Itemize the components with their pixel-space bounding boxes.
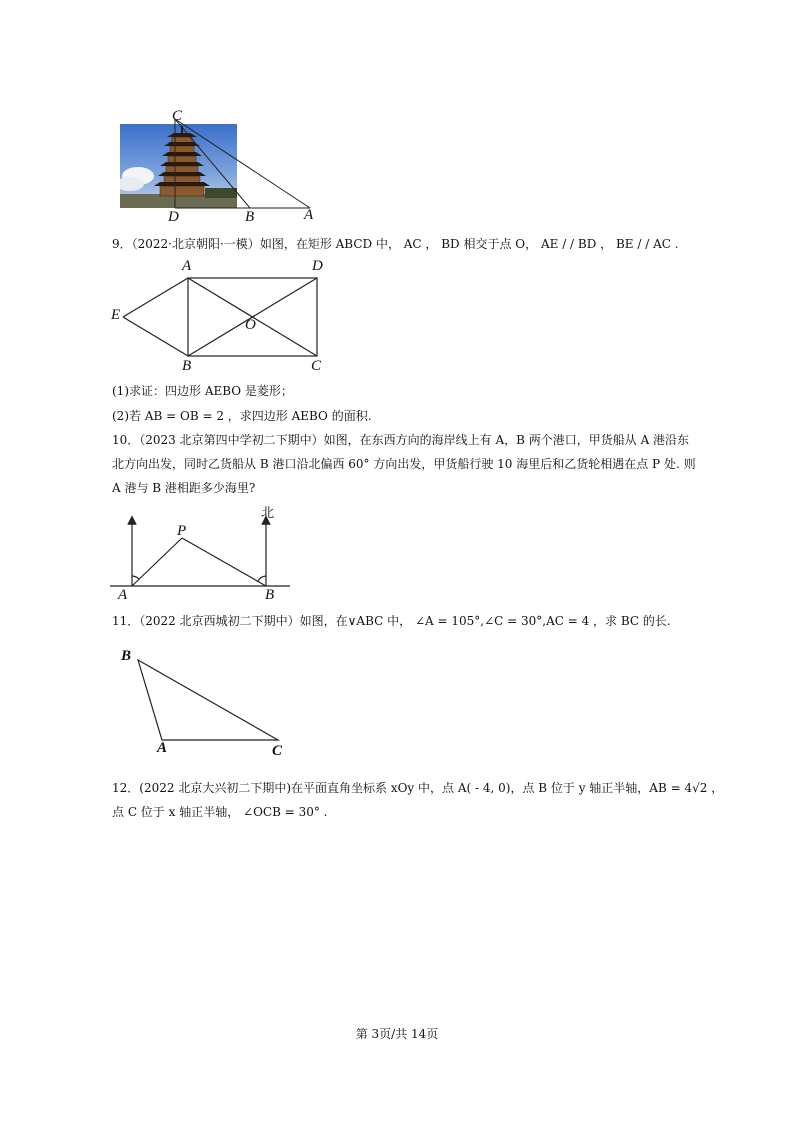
question-number: 9． [112, 237, 132, 251]
point-label-b: B [121, 648, 132, 664]
question-text: 如图，在东西方向的海岸线上有 A，B 两个港口，甲货船从 A 港沿东 [323, 433, 690, 447]
question-text: 如图，在矩形 ABCD 中， AC ， BD 相交于点 O， AE / / BD ， BE / / AC . [259, 237, 679, 251]
point-label-b: B [245, 209, 255, 225]
point-label-d: D [168, 209, 179, 225]
question-number: 11． [112, 614, 140, 628]
question-11-stem [112, 613, 671, 629]
question-source: （2023 北京第四中学初二下期中） [139, 433, 324, 447]
point-label-e: E [111, 307, 121, 323]
question-text: 如图，在∨ABC 中， ∠A = 105°,∠C = 30°,AC = 4 ，求 BC 的长. [299, 614, 671, 628]
point-label-c: C [272, 743, 283, 759]
question-number: 10． [112, 433, 140, 447]
point-label-a: A [118, 587, 128, 603]
question-12-line-2: 点 C 位于 x 轴正半轴， ∠OCB = 30° . [112, 805, 328, 819]
question-12-stem [112, 780, 723, 796]
point-label-a: A [157, 740, 168, 756]
page-footer: 第 3页/共 14页 [355, 1027, 439, 1041]
question-9-part-1: (1)求证：四边形 AEBO 是菱形； [112, 384, 293, 398]
point-label-a: A [182, 258, 192, 274]
north-label: 北 [261, 506, 275, 521]
question-10-line-2: 北方向出发，同时乙货船从 B 港口沿北偏西 60° 方向出发，甲货船行驶 10 海里后和乙货轮相遇在点 P 处. 则 [112, 457, 696, 471]
point-label-p: P [177, 523, 187, 539]
question-9-stem [112, 236, 679, 252]
point-label-b: B [182, 358, 192, 374]
question-number: 12． [112, 781, 140, 795]
question-9-part-2: (2)若 AB = OB = 2 ，求四边形 AEBO 的面积. [112, 409, 372, 423]
point-label-d: D [312, 258, 323, 274]
question-source: （2022 北京西城初二下期中） [139, 614, 300, 628]
question-10-line-3: A 港与 B 港相距多少海里? [112, 481, 256, 495]
question-text: 在平面直角坐标系 xOy 中，点 A( - 4, 0)，点 B 位于 y 轴正半轴，AB = 4√2 ， [291, 781, 724, 795]
point-label-c: C [311, 358, 322, 374]
question-10-stem [112, 432, 689, 448]
point-label-o: O [245, 317, 256, 333]
point-label-a: A [304, 207, 314, 223]
point-label-b: B [265, 587, 275, 603]
question-source: （2022·北京朝阳·一模） [131, 237, 260, 251]
question-source: (2022 北京大兴初二下期中) [139, 781, 291, 795]
point-label-c: C [172, 108, 183, 124]
